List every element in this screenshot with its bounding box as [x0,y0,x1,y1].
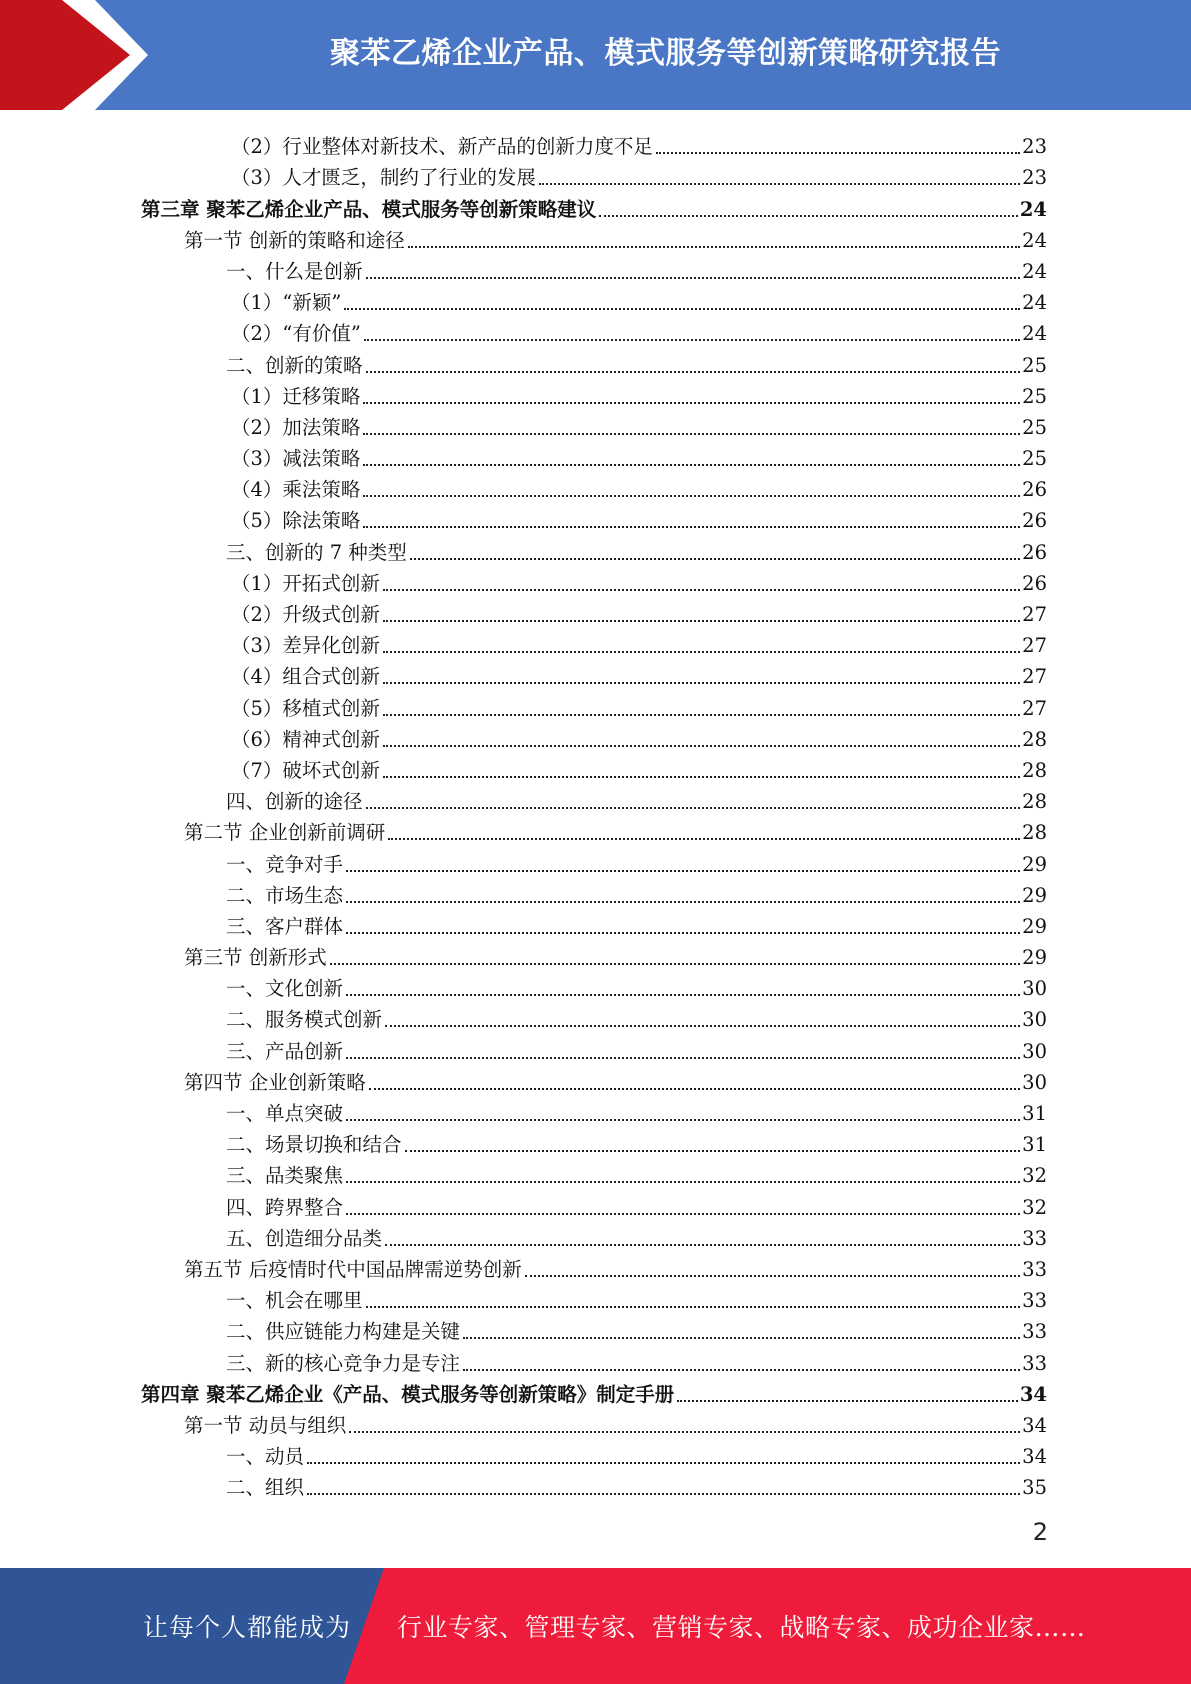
toc-entry-page-number: 26 [1022,509,1047,533]
toc-entry-label: 第一节 动员与组织 [184,1413,347,1437]
toc-entry[interactable] [141,1157,1047,1188]
toc-entry-page-number: 34 [1022,1413,1047,1437]
toc-entry-page-number: 29 [1022,946,1047,970]
toc-entry-label: （1）迁移策略 [231,384,361,408]
toc-dot-leader [383,650,1020,653]
toc-entry-label: （2）加法策略 [231,415,361,439]
toc-entry[interactable] [141,970,1047,1001]
toc-dot-leader [307,1461,1020,1464]
toc-entry-label: 一、动员 [226,1445,305,1469]
toc-entry[interactable] [141,1344,1047,1375]
toc-dot-leader [410,557,1020,560]
toc-dot-leader [383,775,1020,778]
toc-entry-label: （5）除法策略 [231,509,361,533]
toc-dot-leader [369,1087,1020,1090]
toc-dot-leader [363,463,1020,466]
toc-entry-label: （1）“新颖” [231,291,342,315]
toc-entry[interactable] [141,222,1047,253]
toc-entry[interactable] [141,190,1047,221]
toc-entry-page-number: 28 [1022,821,1047,845]
toc-entry-label: 五、创造细分品类 [226,1226,383,1250]
toc-dot-leader [366,1305,1021,1308]
toc-dot-leader [463,1336,1020,1339]
toc-dot-leader [366,276,1021,279]
toc-entry-label: 二、创新的策略 [226,353,363,377]
toc-entry-label: （4）组合式创新 [231,665,380,689]
toc-entry-page-number: 27 [1022,603,1047,626]
footer-slogan-right: 行业专家、管理专家、营销专家、战略专家、成功企业家…… [397,1613,1086,1642]
toc-entry-label: 三、新的核心竞争力是专注 [226,1351,461,1375]
toc-entry-page-number: 33 [1022,1351,1047,1375]
toc-dot-leader [463,1368,1020,1371]
toc-dot-leader [363,401,1020,404]
toc-entry-label: 一、机会在哪里 [226,1289,363,1313]
toc-entry[interactable] [141,1032,1047,1063]
toc-entry[interactable] [141,1282,1047,1313]
toc-entry[interactable] [141,845,1047,876]
toc-entry-label: 二、市场生态 [226,883,344,907]
toc-dot-leader [599,214,1018,217]
toc-entry-page-number: 31 [1022,1102,1047,1125]
toc-entry-label: （2）升级式创新 [231,603,380,626]
toc-entry-page-number: 30 [1022,1008,1047,1032]
toc-dot-leader [383,713,1020,716]
toc-dot-leader [383,681,1020,684]
toc-entry-label: 三、客户群体 [226,914,344,938]
toc-entry-page-number: 24 [1022,322,1047,346]
toc-entry[interactable] [141,1064,1047,1095]
toc-entry-page-number: 24 [1022,228,1047,252]
toc-entry-label: （3）差异化创新 [231,634,380,658]
toc-entry[interactable] [141,346,1047,377]
toc-dot-leader [383,744,1020,747]
toc-dot-leader [383,619,1020,622]
toc-entry-label: （2）行业整体对新技术、新产品的创新力度不足 [231,135,653,159]
toc-entry-label: （3）减法策略 [231,447,361,471]
toc-entry[interactable] [141,814,1047,845]
toc-entry-page-number: 33 [1022,1320,1047,1344]
toc-entry-page-number: 28 [1022,758,1047,782]
toc-entry-page-number: 28 [1022,727,1047,751]
toc-entry[interactable] [141,627,1047,658]
toc-dot-leader [346,900,1020,903]
toc-entry[interactable] [141,440,1047,471]
toc-entry-page-number: 27 [1022,634,1047,658]
toc-entry-page-number: 29 [1022,883,1047,907]
toc-entry[interactable] [141,502,1047,533]
toc-entry-page-number: 33 [1022,1289,1047,1313]
toc-entry-label: （1）开拓式创新 [231,571,380,595]
toc-entry-page-number: 32 [1022,1195,1047,1219]
toc-entry-label: （6）精神式创新 [231,727,380,751]
toc-entry-label: 一、竞争对手 [226,852,344,876]
toc-entry[interactable] [141,721,1047,752]
toc-entry[interactable] [141,1376,1047,1407]
toc-entry-page-number: 25 [1022,447,1047,471]
toc-dot-leader [525,1274,1020,1277]
toc-entry-label: 二、供应链能力构建是关键 [226,1320,461,1344]
toc-entry[interactable] [141,128,1047,159]
toc-entry[interactable] [141,1001,1047,1032]
toc-dot-leader [307,1492,1020,1495]
toc-dot-leader [349,1430,1020,1433]
toc-entry-page-number: 26 [1022,571,1047,595]
toc-entry[interactable] [141,877,1047,908]
toc-dot-leader [346,1212,1020,1215]
toc-dot-leader [366,370,1021,373]
toc-dot-leader [677,1399,1018,1402]
toc-dot-leader [346,1056,1020,1059]
toc-entry-page-number: 25 [1022,415,1047,439]
toc-entry-label: 第三节 创新形式 [184,946,327,970]
toc-entry[interactable] [141,253,1047,284]
toc-entry-label: 一、文化创新 [226,977,344,1001]
toc-entry-label: 二、服务模式创新 [226,1008,383,1032]
toc-entry-page-number: 34 [1022,1445,1047,1469]
toc-entry-label: （4）乘法策略 [231,478,361,502]
toc-dot-leader [364,338,1020,341]
toc-dot-leader [330,962,1020,965]
toc-entry[interactable] [141,596,1047,627]
toc-entry-page-number: 24 [1022,259,1047,283]
toc-entry[interactable] [141,908,1047,939]
toc-entry-label: 第三章 聚苯乙烯企业产品、模式服务等创新策略建议 [141,197,597,221]
toc-entry-page-number: 25 [1022,384,1047,408]
toc-entry[interactable] [141,752,1047,783]
toc-entry-page-number: 29 [1022,914,1047,938]
toc-dot-leader [363,494,1020,497]
toc-entry[interactable] [141,1438,1047,1469]
toc-entry-page-number: 30 [1022,1039,1047,1063]
toc-dot-leader [656,151,1020,154]
page-number: 2 [1032,1518,1048,1546]
toc-entry-label: 二、场景切换和结合 [226,1133,402,1157]
toc-entry[interactable] [141,315,1047,346]
toc-entry[interactable] [141,939,1047,970]
table-of-contents [141,128,1047,1500]
toc-entry-label: 三、创新的 7 种类型 [226,540,407,564]
toc-entry-page-number: 26 [1022,540,1047,564]
toc-entry[interactable] [141,1469,1047,1500]
toc-dot-leader [346,1180,1020,1183]
toc-entry-label: 二、组织 [226,1476,305,1500]
toc-entry[interactable] [141,409,1047,440]
toc-entry[interactable] [141,1251,1047,1282]
toc-entry[interactable] [141,471,1047,502]
toc-dot-leader [388,837,1020,840]
toc-entry-page-number: 26 [1022,478,1047,502]
toc-entry-page-number: 23 [1022,135,1047,159]
toc-entry[interactable] [141,533,1047,564]
toc-entry-page-number: 32 [1022,1164,1047,1188]
toc-entry-label: 三、产品创新 [226,1039,344,1063]
toc-dot-leader [385,1024,1020,1027]
toc-entry-page-number: 30 [1022,1070,1047,1094]
toc-entry-label: （5）移植式创新 [231,696,380,720]
toc-entry-label: （7）破坏式创新 [231,758,380,782]
toc-entry-label: 第四节 企业创新策略 [184,1070,366,1094]
toc-entry-label: 三、品类聚焦 [226,1164,344,1188]
toc-entry[interactable] [141,565,1047,596]
toc-entry-page-number: 29 [1022,852,1047,876]
toc-entry[interactable] [141,284,1047,315]
toc-entry[interactable] [141,159,1047,190]
toc-entry-page-number: 31 [1022,1133,1047,1157]
toc-entry-label: （2）“有价值” [231,322,361,346]
toc-entry-label: 第二节 企业创新前调研 [184,821,386,845]
toc-entry[interactable] [141,1126,1047,1157]
toc-entry-page-number: 33 [1022,1257,1047,1281]
toc-entry-page-number: 23 [1022,166,1047,190]
toc-entry-page-number: 30 [1022,977,1047,1001]
toc-dot-leader [405,1149,1021,1152]
toc-dot-leader [366,806,1021,809]
toc-entry-label: 四、跨界整合 [226,1195,344,1219]
toc-entry[interactable] [141,1095,1047,1126]
toc-dot-leader [346,931,1020,934]
toc-entry-page-number: 25 [1022,353,1047,377]
toc-entry-page-number: 33 [1022,1226,1047,1250]
page-header [0,0,1191,110]
footer-slogan-left: 让每个人都能成为 [143,1613,352,1642]
toc-entry-page-number: 24 [1019,197,1047,221]
toc-entry-label: 四、创新的途径 [226,790,363,814]
toc-dot-leader [408,245,1020,248]
toc-entry-label: 一、单点突破 [226,1102,344,1125]
toc-entry-page-number: 24 [1022,291,1047,315]
toc-entry-page-number: 35 [1022,1476,1047,1500]
toc-dot-leader [346,993,1020,996]
toc-entry-page-number: 34 [1019,1382,1047,1406]
toc-entry-page-number: 27 [1022,696,1047,720]
toc-entry-page-number: 28 [1022,790,1047,814]
toc-entry[interactable] [141,1407,1047,1438]
toc-entry[interactable] [141,783,1047,814]
page-footer [0,1568,1191,1684]
toc-dot-leader [385,1243,1020,1246]
toc-entry-label: （3）人才匮乏，制约了行业的发展 [231,166,536,190]
toc-dot-leader [539,182,1020,185]
toc-dot-leader [363,432,1020,435]
toc-entry[interactable] [141,689,1047,720]
header-title: 聚苯乙烯企业产品、模式服务等创新策略研究报告 [330,36,1001,71]
toc-dot-leader [363,525,1020,528]
toc-dot-leader [346,869,1020,872]
toc-entry[interactable] [141,1313,1047,1344]
toc-dot-leader [346,1118,1020,1121]
toc-entry-label: 第一节 创新的策略和途径 [184,228,405,252]
toc-entry[interactable] [141,1220,1047,1251]
toc-entry[interactable] [141,378,1047,409]
toc-entry-label: 第五节 后疫情时代中国品牌需逆势创新 [184,1257,522,1281]
toc-entry[interactable] [141,1188,1047,1219]
toc-entry[interactable] [141,658,1047,689]
toc-dot-leader [383,588,1020,591]
toc-entry-label: 一、什么是创新 [226,259,363,283]
toc-dot-leader [344,307,1020,310]
toc-entry-label: 第四章 聚苯乙烯企业《产品、模式服务等创新策略》制定手册 [141,1382,675,1406]
toc-entry-page-number: 27 [1022,665,1047,689]
